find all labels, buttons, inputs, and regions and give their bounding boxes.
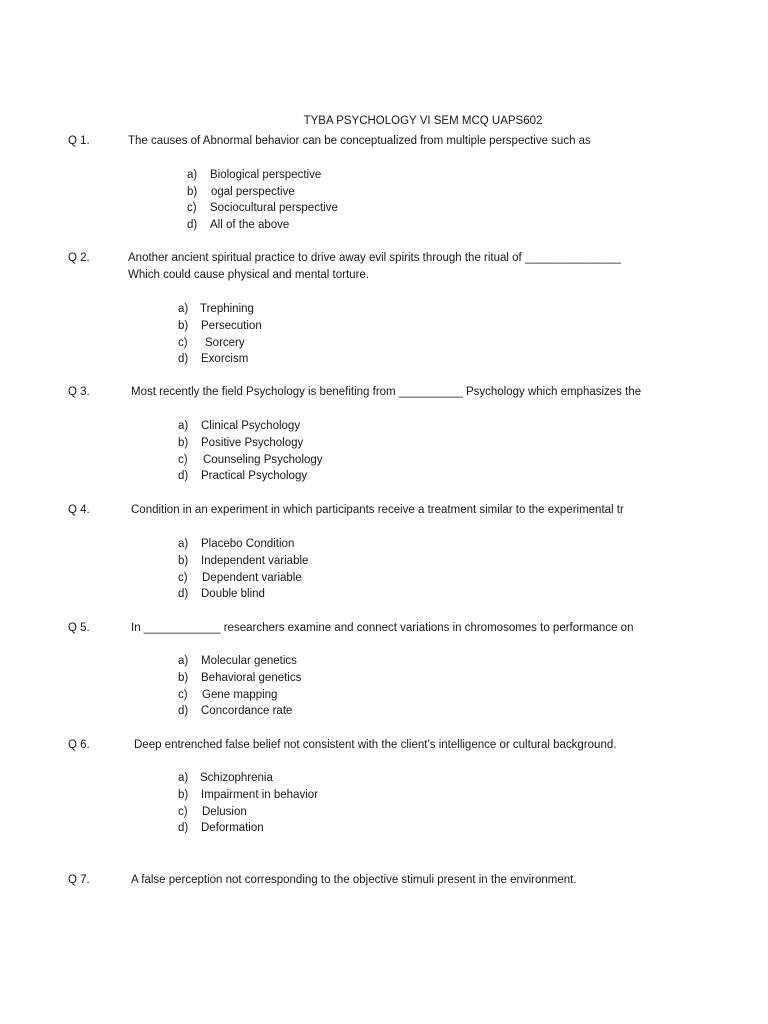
- option-letter: b): [178, 671, 189, 684]
- option-letter: b): [187, 185, 198, 198]
- option-letter: c): [178, 571, 188, 584]
- option-text: Concordance rate: [201, 705, 293, 718]
- option-text: Practical Psychology: [201, 470, 308, 483]
- option-letter: d): [187, 218, 198, 231]
- option-text: Gene mapping: [202, 688, 278, 701]
- option-letter: b): [178, 788, 189, 801]
- question-text-line: Which could cause physical and mental torture.: [128, 268, 369, 281]
- question-text: [131, 620, 671, 637]
- option-text: Molecular genetics: [201, 655, 297, 667]
- question-text-line: In ____________ researchers examine and connect variations in chromosomes to performance on: [131, 622, 634, 634]
- question-text: [131, 872, 671, 889]
- option-text: Behavioral genetics: [201, 671, 302, 684]
- option-text: Clinical Psychology: [201, 420, 301, 432]
- question-text: [131, 384, 671, 401]
- option-letter: c): [178, 805, 188, 818]
- option-letter: a): [178, 303, 189, 315]
- option-letter: b): [178, 436, 189, 449]
- option-letter: c): [178, 453, 188, 466]
- option-text: Schizophrenia: [200, 772, 273, 784]
- option-text: Sociocultural perspective: [210, 202, 338, 214]
- option-letter: b): [178, 319, 189, 332]
- option-text: Dependent variable: [202, 571, 302, 584]
- option-letter: d): [178, 822, 189, 835]
- option-letter: d): [178, 588, 189, 601]
- question-text-line: The causes of Abnormal behavior can be conceptualized from multiple perspective such as: [128, 135, 591, 147]
- option-text: Delusion: [202, 805, 247, 818]
- option-text: Impairment in behavior: [201, 788, 318, 801]
- question-text-line: Most recently the field Psychology is benefiting from __________ Psychology which emphasizes the: [131, 386, 642, 398]
- option-letter: d): [178, 705, 189, 718]
- option-letter: a): [178, 538, 189, 550]
- option-text: Positive Psychology: [201, 436, 304, 449]
- option-letter: c): [178, 688, 188, 701]
- option-letter: a): [187, 169, 198, 181]
- document-title: TYBA PSYCHOLOGY VI SEM MCQ UAPS602: [303, 115, 543, 127]
- option-text: Deformation: [201, 822, 264, 835]
- option-text: ogal perspective: [211, 185, 295, 198]
- option-text: Biological perspective: [210, 169, 322, 181]
- option-text: Double blind: [201, 588, 265, 601]
- question-number: Q 6.: [68, 739, 90, 751]
- option-letter: c): [178, 336, 188, 349]
- option-letter: d): [178, 353, 189, 366]
- question-number: Q 4.: [68, 504, 90, 516]
- option-text: Exorcism: [201, 353, 249, 366]
- question-text-line: Another ancient spiritual practice to drive away evil spirits through the ritual of _______________: [128, 252, 621, 264]
- option-letter: a): [178, 420, 189, 432]
- question-text-line: Deep entrenched false belief not consistent with the client’s intelligence or cultural background.: [134, 739, 617, 751]
- option-text: Trephining: [200, 303, 254, 315]
- option-letter: b): [178, 554, 189, 567]
- option-text: Counseling Psychology: [203, 453, 323, 466]
- question-number: Q 2.: [68, 252, 90, 264]
- option-letter: d): [178, 470, 189, 483]
- question-number: Q 1.: [68, 135, 90, 147]
- question-number: Q 7.: [68, 874, 90, 886]
- question-number: Q 3.: [68, 386, 90, 398]
- option-text: All of the above: [210, 218, 290, 231]
- option-text: Persecution: [201, 319, 262, 332]
- question-text: [128, 133, 668, 150]
- option-text: Placebo Condition: [201, 538, 295, 550]
- option-text: Sorcery: [205, 336, 245, 349]
- question-text-line: Condition in an experiment in which participants receive a treatment similar to the experimental tr: [131, 504, 624, 516]
- option-letter: c): [187, 202, 197, 214]
- question-number: Q 5.: [68, 622, 90, 634]
- option-letter: a): [178, 655, 189, 667]
- question-text: [128, 250, 668, 283]
- question-text: [131, 502, 671, 519]
- option-text: Independent variable: [201, 554, 309, 567]
- option-letter: a): [178, 772, 189, 784]
- question-text-line: A false perception not corresponding to the objective stimuli present in the environment.: [131, 874, 577, 886]
- question-text: [134, 737, 674, 754]
